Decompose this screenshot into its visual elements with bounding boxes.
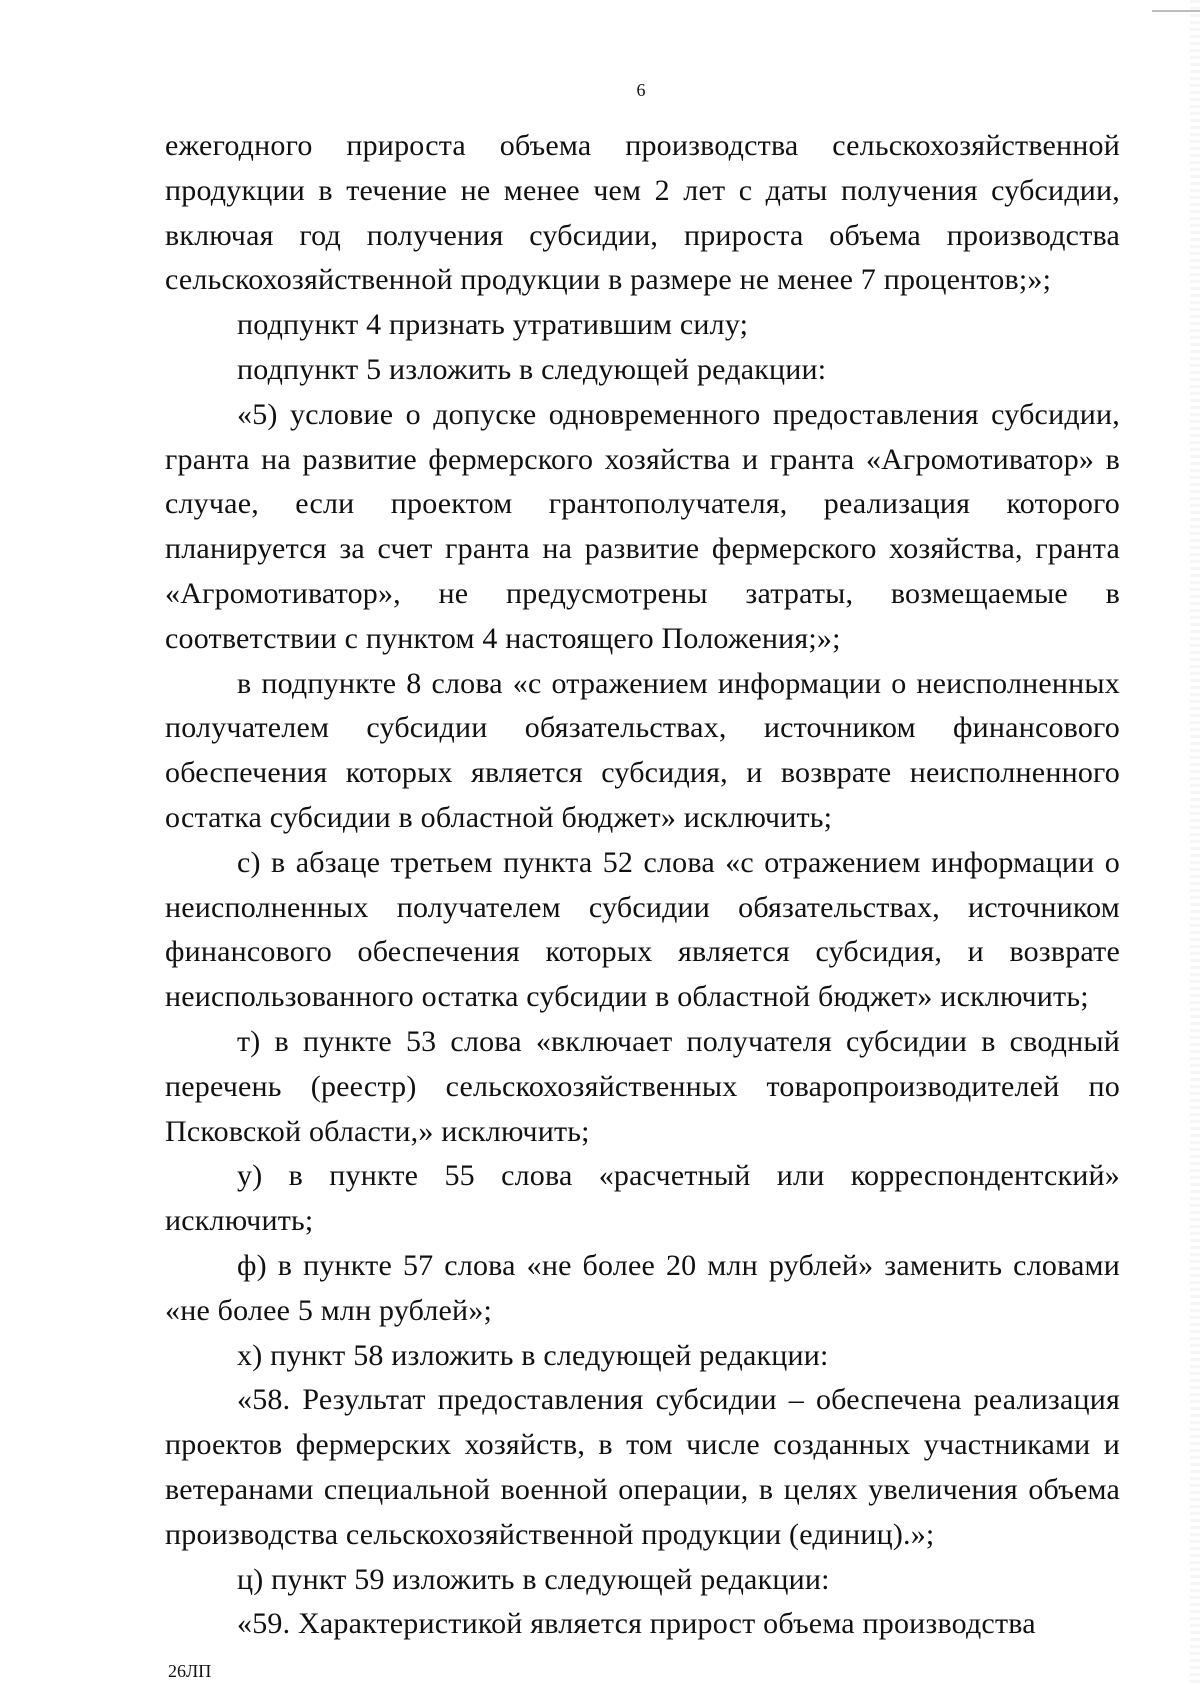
paragraph-item-58-text: «58. Результат предоставления субсидии – обеспечена реализация проектов фермерских хозяйств, в том числе созданных участниками и ветеранами специальной военной операции, в целях увеличения объема производства сельскохозяйственной продукции (единиц).»; [165, 1383, 1120, 1551]
paragraph-subitem-5-text: «5) условие о допуске одновременного предоставления субсидии, гранта на развитие фермерского хозяйства и гранта «Агромотиватор» в случае, если проектом грантополучателя, реализация которого планируется за счет гранта на развитие фермерского хозяйства, гранта «Агромотиватор», не предусмотрены затраты, возмещаемые в соответствии с пунктом 4 настоящего Положения;»; [165, 397, 1120, 655]
paragraph-subitem-8: в подпункте 8 слова «с отражением информации о неисполненных получателем субсидии обязательствах, источником финансового обеспечения которых является субсидия, и возврате неисполненного остатка субсидии в областной бюджет» исключить; [165, 666, 1120, 834]
document-body [165, 124, 1120, 1647]
footer-document-code: 26ЛП [168, 1661, 212, 1681]
paragraph-subitem-4: подпункт 4 признать утратившим силу; [237, 308, 749, 342]
page-number: 6 [636, 80, 646, 100]
paragraph-item-s: с) в абзаце третьем пункта 52 слова «с отражением информации о неисполненных получателем субсидии обязательствах, источником финансового обеспечения которых является субсидия, и возврате неиспользованного остатка субсидии в областной бюджет» исключить; [165, 845, 1120, 1014]
paragraph-subitem-5-intro: подпункт 5 изложить в следующей редакции: [237, 352, 827, 386]
paragraph-item-f: ф) в пункте 57 слова «не более 20 млн рублей» заменить словами «не более 5 млн рублей»; [165, 1248, 1120, 1327]
paragraph-continuation: ежегодного прироста объема производства сельскохозяйственной продукции в течение не менее чем 2 лет с даты получения субсидии, включая год получения субсидии, прироста объема производства сельскохозяйственной продукции в размере не менее 7 процентов;»; [165, 129, 1120, 297]
paragraph-item-59-text: «59. Характеристикой является прирост объема производства [237, 1607, 1036, 1641]
scan-edge-artifact [1190, 0, 1200, 1686]
scan-corner-artifact [1152, 0, 1200, 12]
paragraph-item-t: т) в пункте 53 слова «включает получателя субсидии в сводный перечень (реестр) сельскохозяйственных товаропроизводителей по Псковской области,» исключить; [165, 1024, 1120, 1148]
paragraph-item-h-intro: х) пункт 58 изложить в следующей редакции: [237, 1338, 829, 1372]
paragraph-item-ts-intro: ц) пункт 59 изложить в следующей редакции: [237, 1562, 830, 1596]
paragraph-item-u: у) в пункте 55 слова «расчетный или корреспондентский» исключить; [165, 1159, 1120, 1238]
